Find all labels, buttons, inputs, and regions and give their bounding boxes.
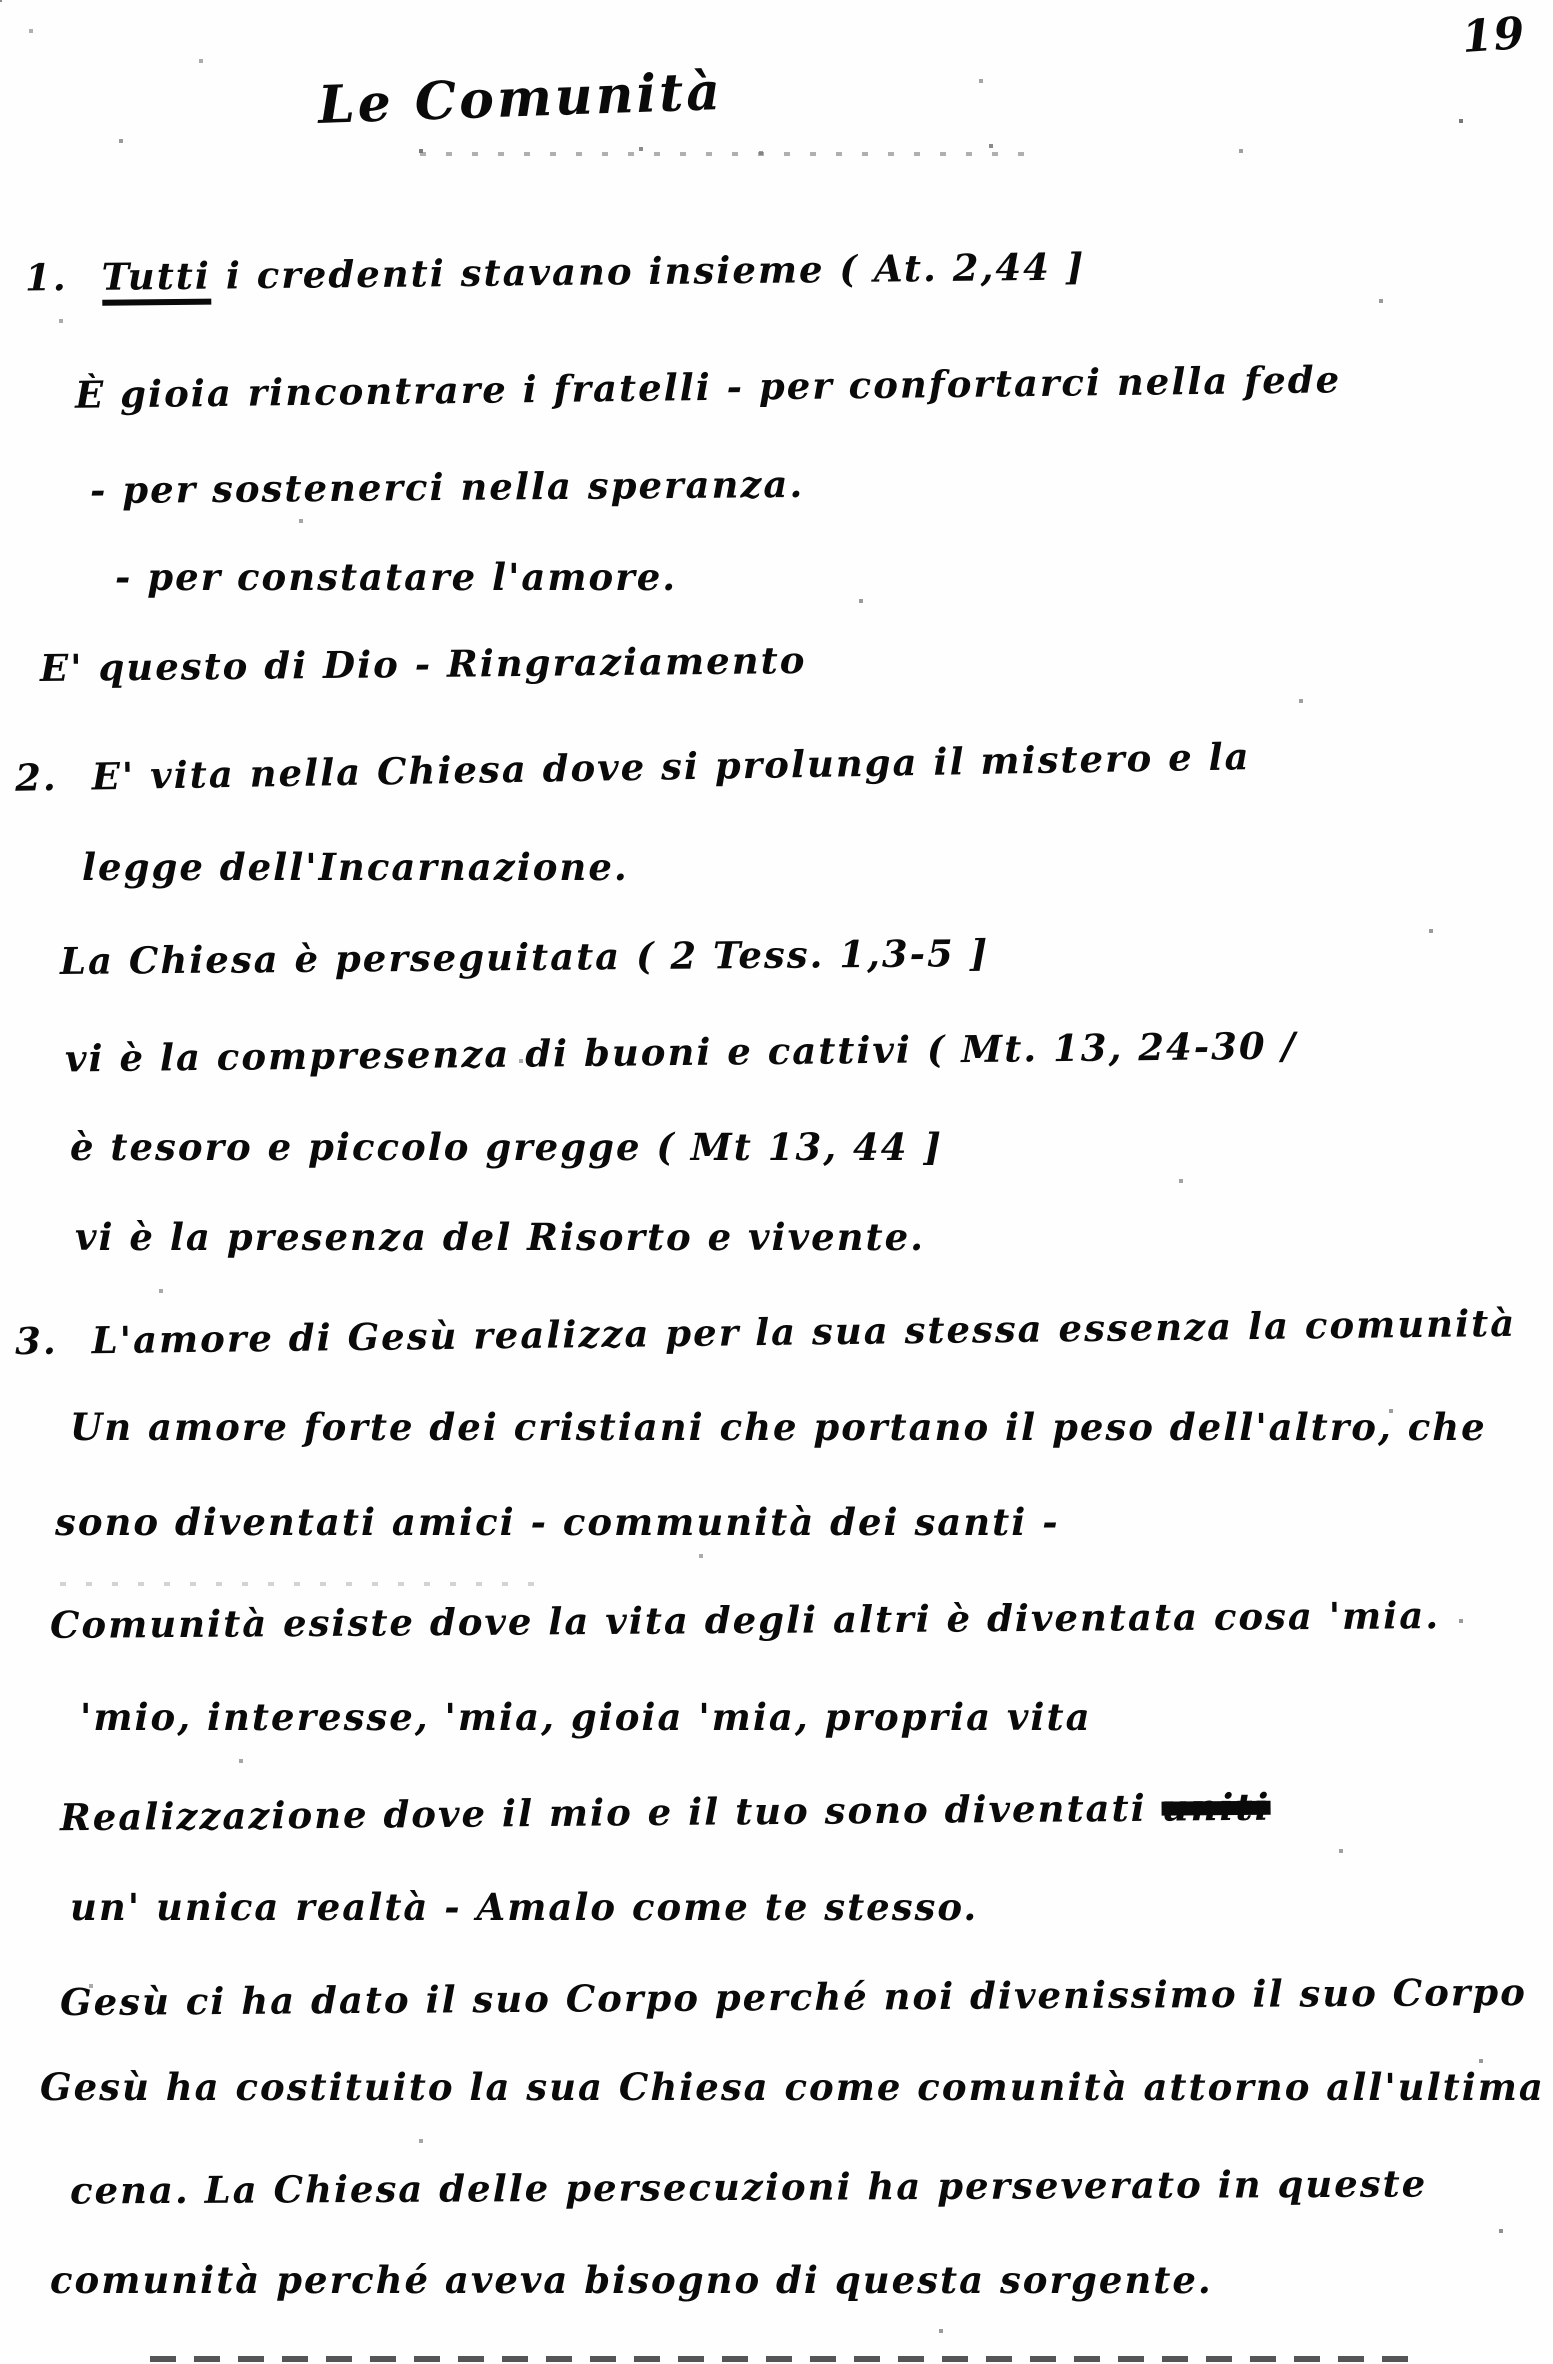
handwritten-line: La Chiesa è perseguitata ( 2 Tess. 1,3-5 ] bbox=[59, 930, 990, 984]
handwritten-line: cena. La Chiesa delle persecuzioni ha perseverato in queste bbox=[69, 2161, 1428, 2213]
handwritten-line: 2. E' vita nella Chiesa dove si prolunga il mistero e la bbox=[14, 734, 1251, 800]
handwritten-line: 1. Tutti i credenti stavano insieme ( At. 2,44 ] bbox=[25, 244, 1086, 299]
handwritten-line: un' unica realtà - Amalo come te stesso. bbox=[70, 1885, 979, 1929]
scan-artifact-bottom-edge bbox=[150, 2356, 1410, 2362]
list-marker: 2. bbox=[14, 755, 59, 800]
handwritten-line: 'mio, interesse, 'mia, gioia 'mia, propria vita bbox=[80, 1695, 1092, 1739]
handwritten-line: Realizzazione dove il mio e il tuo sono diventati uniti bbox=[59, 1784, 1271, 1840]
handwritten-line: - per sostenerci nella speranza. bbox=[89, 461, 805, 513]
handwritten-line: sono diventati amici - communità dei santi - bbox=[55, 1500, 1060, 1544]
scan-artifact-dotted-line bbox=[420, 152, 1040, 156]
handwritten-line: È gioia rincontrare i fratelli - per confortarci nella fede bbox=[74, 357, 1342, 417]
list-marker: 1. bbox=[24, 255, 68, 300]
scan-noise-speckles bbox=[0, 0, 2, 2]
handwritten-line: - per constatare l'amore. bbox=[115, 555, 678, 599]
handwritten-line: Un amore forte dei cristiani che portano il peso dell'altro, che bbox=[70, 1405, 1487, 1449]
handwritten-line: Gesù ci ha dato il suo Corpo perché noi divenissimo il suo Corpo bbox=[59, 1969, 1528, 2025]
handwritten-line: vi è la compresenza di buoni e cattivi ( Mt. 13, 24-30 / bbox=[64, 1023, 1298, 1081]
page-title: Le Comunità bbox=[317, 60, 724, 137]
handwritten-line: legge dell'Incarnazione. bbox=[82, 845, 629, 889]
list-marker: 3. bbox=[14, 1318, 58, 1364]
handwritten-line: Comunità esiste dove la vita degli altri è diventata cosa 'mia. bbox=[49, 1593, 1441, 1647]
handwritten-line: E' questo di Dio - Ringraziamento bbox=[39, 637, 807, 691]
crossed-out-word: uniti bbox=[1161, 1784, 1271, 1830]
page-number: 19 bbox=[1460, 7, 1527, 64]
handwritten-line: Gesù ha costituito la sua Chiesa come comunità attorno all'ultima bbox=[40, 2065, 1545, 2109]
handwritten-line: è tesoro e piccolo gregge ( Mt 13, 44 ] bbox=[70, 1125, 943, 1169]
handwritten-line: vi è la presenza del Risorto e vivente. bbox=[75, 1215, 926, 1259]
underlined-word: Tutti bbox=[101, 254, 211, 306]
handwritten-line: 3. L'amore di Gesù realizza per la sua stessa essenza la comunità bbox=[14, 1300, 1517, 1364]
handwritten-line: comunità perché aveva bisogno di questa sorgente. bbox=[50, 2258, 1213, 2302]
scan-artifact-dotted-line bbox=[60, 1582, 540, 1586]
